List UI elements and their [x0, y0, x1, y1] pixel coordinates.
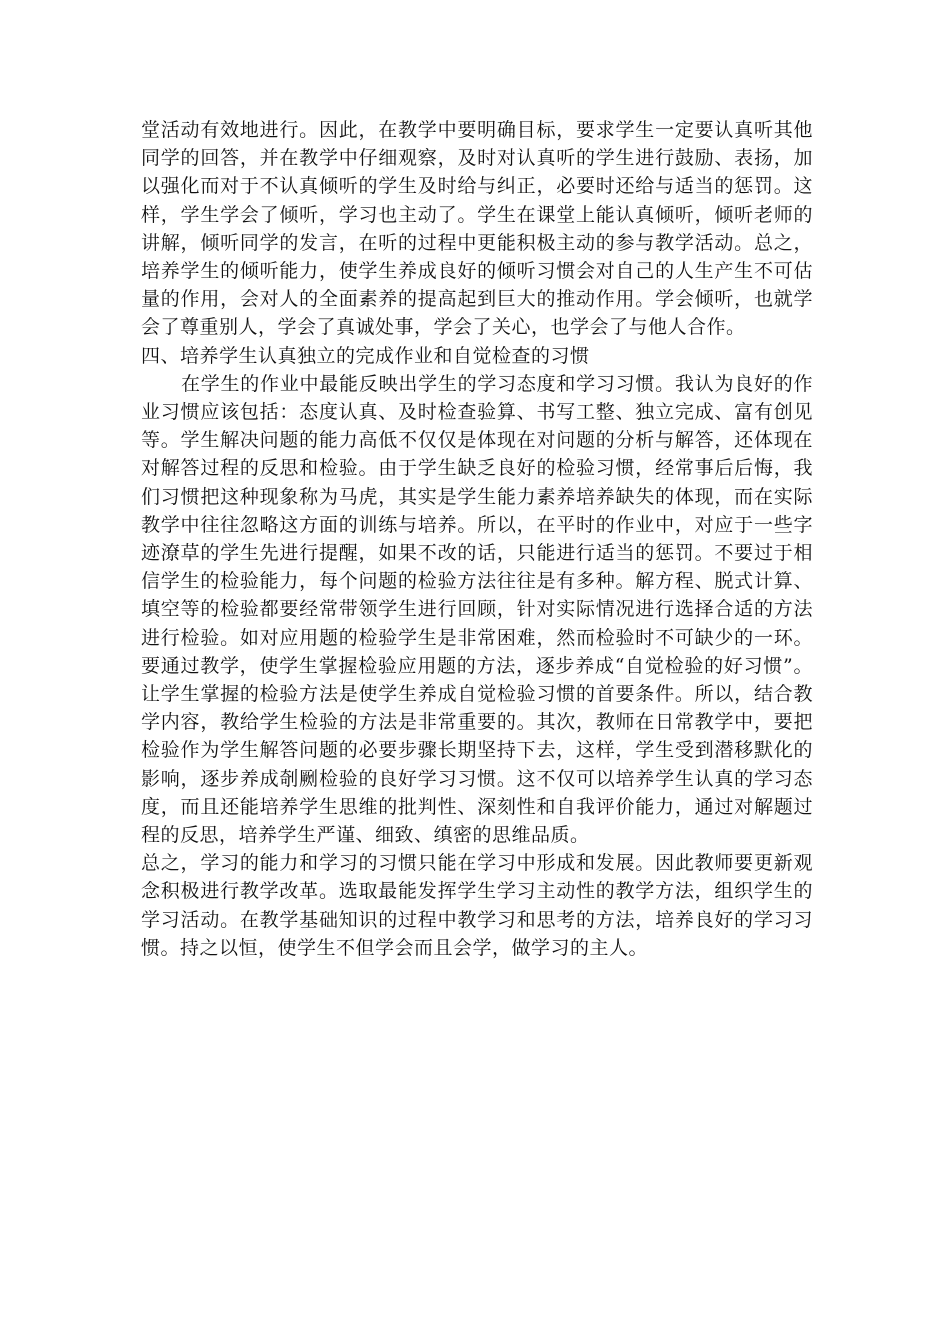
- paragraph-homework: 在学生的作业中最能反映出学生的学习态度和学习习惯。我认为良好的作业习惯应该包括：态度认真、及时检查验算、书写工整、独立完成、富有创见等。学生解决问题的能力高低不仅仅是体现在对问题的分析与解答，还体现在对解答过程的反思和检验。由于学生缺乏良好的检验习惯，经常事后后悔，我们习惯把这种现象称为马虎，其实是学生能力素养培养缺失的体现，而在实际教学中往往忽略这方面的训练与培养。所以，在平时的作业中，对应于一些字迹潦草的学生先进行提醒，如果不改的话，只能进行适当的惩罚。不要过于相信学生的检验能力，每个问题的检验方法往往是有多种。解方程、脱式计算、填空等的检验都要经常带领学生进行回顾，针对实际情况进行选择合适的方法进行检验。如对应用题的检验学生是非常困难，然而检验时不可缺少的一环。要通过教学，使学生掌握检验应用题的方法，逐步养成“自觉检验的好习惯”。让学生掌握的检验方法是使学生养成自觉检验习惯的首要条件。所以，结合教学内容，教给学生检验的方法是非常重要的。其次，教师在日常教学中，要把检验作为学生解答问题的必要步骤长期坚持下去，这样，学生受到潜移默化的影响，逐步养成剞劂检验的良好学习习惯。这不仅可以培养学生认真的学习态度，而且还能培养学生思维的批判性、深刻性和自我评价能力，通过对解题过程的反思，培养学生严谨、细致、缜密的思维品质。: [141, 372, 813, 847]
- document-page: [141, 116, 813, 962]
- paragraph-listening: 堂活动有效地进行。因此，在教学中要明确目标，要求学生一定要认真听其他同学的回答，并在教学中仔细观察，及时对认真听的学生进行鼓励、表扬，加以强化而对于不认真倾听的学生及时给与纠正，必要时还给与适当的惩罚。这样，学生学会了倾听，学习也主动了。学生在课堂上能认真倾听，倾听老师的讲解，倾听同学的发言，在听的过程中更能积极主动的参与教学活动。总之，培养学生的倾听能力，使学生养成良好的倾听习惯会对自己的人生产生不可估量的作用，会对人的全面素养的提高起到巨大的推动作用。学会倾听，也就学会了尊重别人，学会了真诚处事，学会了关心，也学会了与他人合作。: [141, 119, 813, 339]
- section-heading-homework: 四、培养学生认真独立的完成作业和自觉检查的习惯: [141, 344, 590, 367]
- paragraph-conclusion: 总之，学习的能力和学习的习惯只能在学习中形成和发展。因此教师要更新观念积极进行教学改革。选取最能发挥学生学习主动性的教学方法，组织学生的学习活动。在教学基础知识的过程中教学习和思考的方法，培养良好的学习习惯。持之以恒，使学生不但学会而且会学，做学习的主人。: [141, 852, 813, 959]
